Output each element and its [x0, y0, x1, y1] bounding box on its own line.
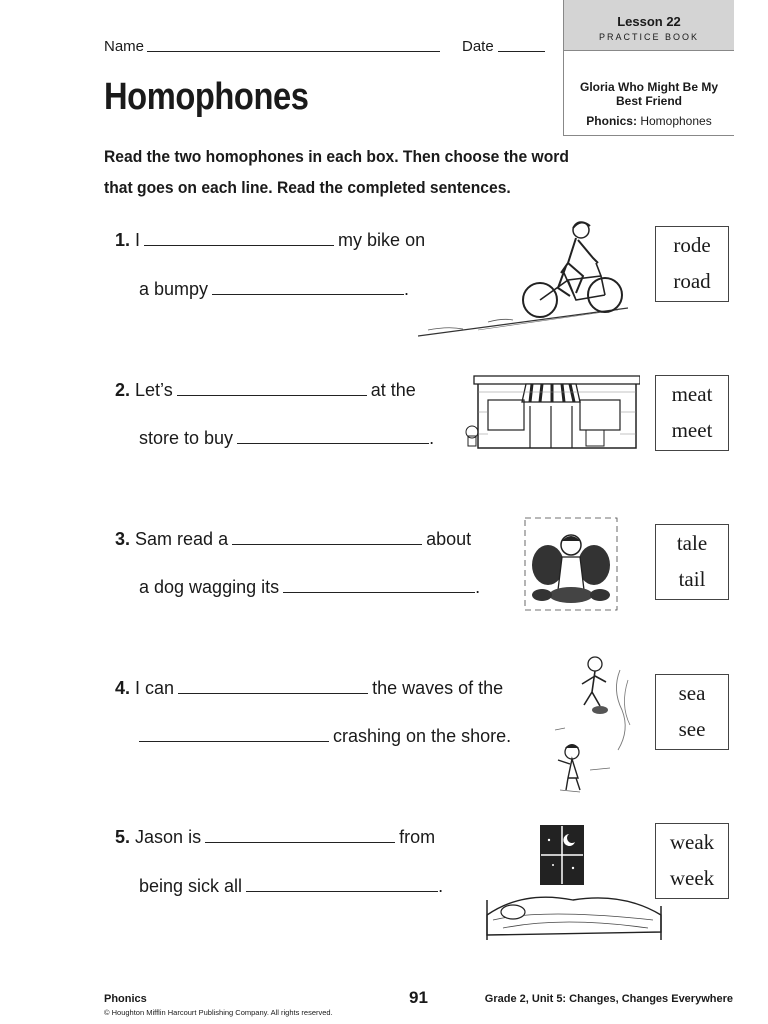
copyright: © Houghton Mifflin Harcourt Publishing Company. All rights reserved.: [104, 1008, 333, 1017]
item-number: 1.: [115, 230, 131, 250]
page-title: Homophones: [104, 76, 309, 118]
item-text: a dog wagging its: [139, 577, 280, 597]
word-option[interactable]: week: [669, 866, 715, 890]
item-text: about: [426, 529, 472, 549]
storefront-illustration: [460, 372, 640, 452]
date-line[interactable]: [498, 51, 545, 52]
item-text: Jason is: [135, 827, 202, 847]
date-label: Date: [462, 38, 494, 55]
word-choice-box: [655, 226, 729, 302]
item-text: from: [399, 827, 436, 847]
answer-blank[interactable]: [205, 828, 395, 843]
item-text: a bumpy: [139, 279, 209, 299]
answer-blank[interactable]: [178, 679, 368, 694]
answer-blank[interactable]: [212, 280, 404, 295]
word-option[interactable]: rode: [673, 233, 711, 257]
word-option[interactable]: meet: [671, 418, 713, 442]
item-text: .: [438, 876, 444, 896]
lesson-number: Lesson 22: [617, 14, 681, 29]
word-option[interactable]: see: [678, 717, 706, 741]
word-choice-box: [655, 823, 729, 899]
answer-blank[interactable]: [232, 530, 422, 545]
item-text: being sick all: [139, 876, 243, 896]
children-at-beach-illustration: [550, 650, 635, 800]
word-option[interactable]: tail: [678, 567, 706, 591]
answer-blank[interactable]: [139, 727, 329, 742]
item-2-line-2: [139, 428, 434, 449]
word-choice-box: [655, 524, 729, 600]
item-4-line-2: [135, 726, 511, 747]
boy-with-dogs-illustration: [522, 515, 620, 613]
item-number: 3.: [115, 529, 131, 549]
item-text: my bike on: [338, 230, 426, 250]
word-option[interactable]: meat: [671, 382, 713, 406]
item-text: .: [429, 428, 435, 448]
item-text: crashing on the shore.: [333, 726, 512, 746]
item-3-line-1: [115, 529, 471, 550]
phonics-topic: Homophones: [640, 114, 712, 128]
item-1-line-1: [115, 230, 425, 251]
item-2-line-1: [115, 380, 416, 401]
answer-blank[interactable]: [177, 381, 367, 396]
bicycle-rider-illustration: [418, 218, 628, 338]
word-option[interactable]: road: [673, 269, 711, 293]
word-option[interactable]: sea: [678, 681, 706, 705]
lesson-tab: [563, 0, 734, 51]
boy-in-bed-illustration: [483, 820, 668, 945]
answer-blank[interactable]: [283, 578, 475, 593]
item-5-line-1: [115, 827, 435, 848]
item-5-line-2: [139, 876, 443, 897]
item-4-line-1: [115, 678, 503, 699]
directions-line-1: Read the two homophones in each box. Then choose the word: [104, 147, 569, 166]
item-number: 2.: [115, 380, 131, 400]
item-text: I can: [135, 678, 175, 698]
word-option[interactable]: tale: [676, 531, 708, 555]
word-choice-box: [655, 674, 729, 750]
page-number: 91: [409, 988, 428, 1007]
footer-section-label: Phonics: [104, 993, 147, 1005]
answer-blank[interactable]: [237, 429, 429, 444]
phonics-label: Phonics:: [586, 114, 637, 128]
item-text: at the: [370, 380, 416, 400]
answer-blank[interactable]: [144, 231, 334, 246]
word-option[interactable]: weak: [669, 830, 715, 854]
item-text: I: [135, 230, 141, 250]
item-text: Let’s: [135, 380, 173, 400]
word-choice-box: [655, 375, 729, 451]
item-text: store to buy: [139, 428, 234, 448]
item-1-line-2: [139, 279, 409, 300]
name-line[interactable]: [147, 51, 440, 52]
answer-blank[interactable]: [246, 877, 438, 892]
directions: [104, 141, 582, 203]
practice-book-label: PRACTICE BOOK: [598, 32, 699, 42]
name-label: Name: [104, 38, 145, 55]
story-title: Gloria Who Might Be My Best Friend: [580, 80, 718, 108]
story-info-box: [563, 50, 734, 136]
phonics-topic-line: [564, 114, 734, 128]
directions-line-2: that goes on each line. Read the completed sentences.: [104, 178, 511, 197]
item-3-line-2: [139, 577, 480, 598]
item-text: .: [475, 577, 481, 597]
footer-unit-label: Grade 2, Unit 5: Changes, Changes Everywhere: [484, 993, 733, 1005]
item-number: 5.: [115, 827, 131, 847]
item-text: Sam read a: [135, 529, 229, 549]
item-text: the waves of the: [372, 678, 504, 698]
item-text: .: [404, 279, 410, 299]
item-number: 4.: [115, 678, 131, 698]
